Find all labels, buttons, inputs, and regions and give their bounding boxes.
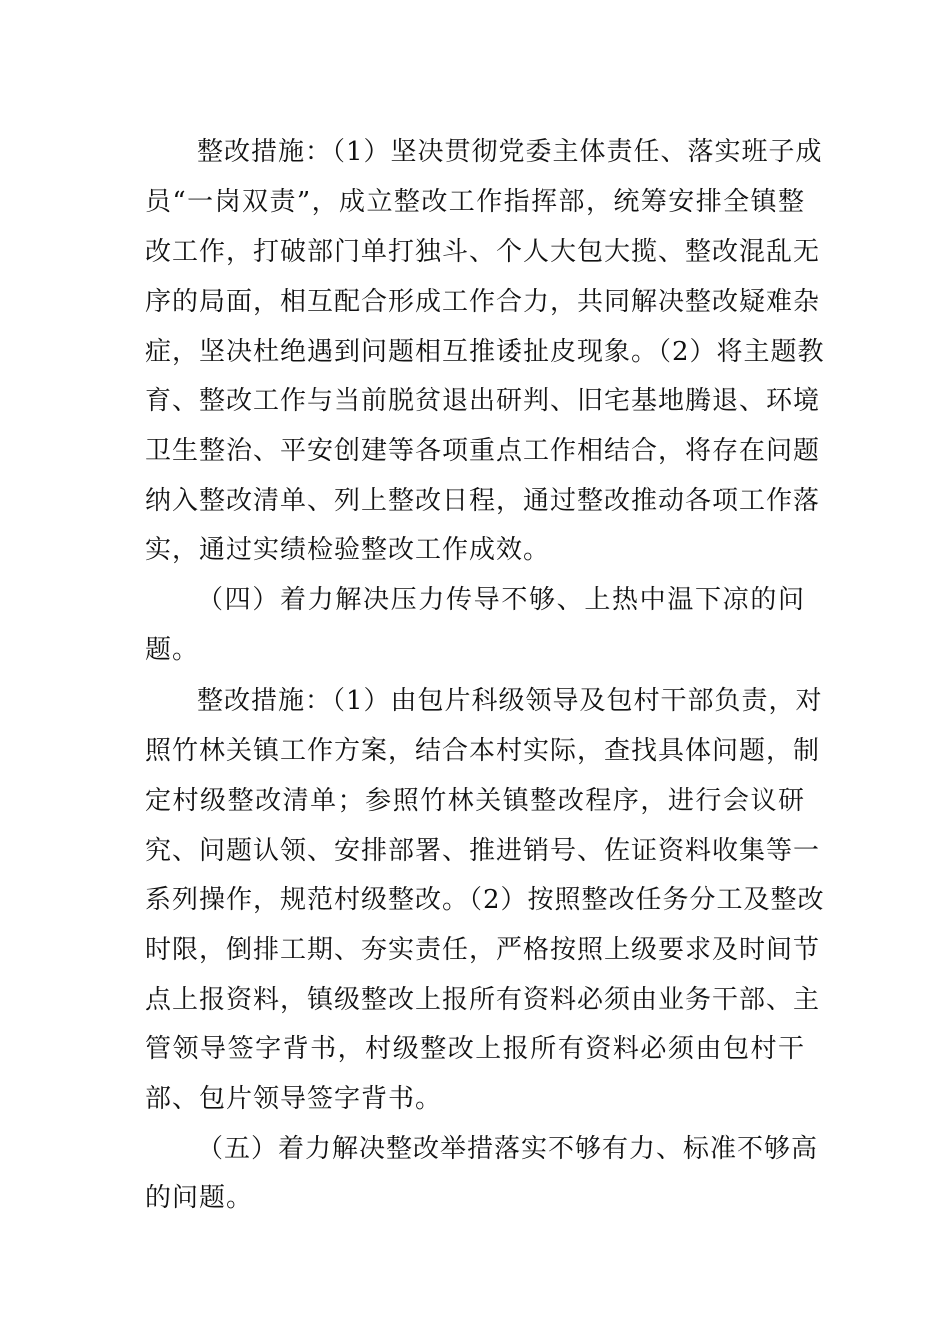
section-heading: （四）着力解决压力传导不够、上热中温下凉的问 xyxy=(197,585,805,615)
section-heading-continued: 的问题。 xyxy=(145,1183,254,1213)
text-line: 时限，倒排工期、夯实责任，严格按照上级要求及时间节 xyxy=(145,935,821,965)
text-line: 究、问题认领、安排部署、推进销号、佐证资料收集等一 xyxy=(145,836,821,866)
text-line: 改工作，打破部门单打独斗、个人大包大揽、整改混乱无 xyxy=(145,237,821,267)
text-line: 育、整改工作与当前脱贫退出研判、旧宅基地腾退、环境 xyxy=(145,386,821,416)
text-line: 纳入整改清单、列上整改日程，通过整改推动各项工作落 xyxy=(145,486,821,516)
text-line: 照竹林关镇工作方案，结合本村实际，查找具体问题，制 xyxy=(145,736,821,766)
text-line: 序的局面，相互配合形成工作合力，共同解决整改疑难杂 xyxy=(145,287,821,317)
text-line: 卫生整治、平安创建等各项重点工作相结合，将存在问题 xyxy=(145,436,821,466)
text-line: 定村级整改清单；参照竹林关镇整改程序，进行会议研 xyxy=(145,786,805,816)
text-line: 症，坚决杜绝遇到问题相互推诿扯皮现象。（2）将主题教 xyxy=(145,337,825,367)
text-line: 管领导签字背书，村级整改上报所有资料必须由包村干 xyxy=(145,1034,805,1064)
text-line: 员“一岗双责”，成立整改工作指挥部，统筹安排全镇整 xyxy=(145,187,805,217)
text-line: 点上报资料，镇级整改上报所有资料必须由业务干部、主 xyxy=(145,985,821,1015)
text-line: 实，通过实绩检验整改工作成效。 xyxy=(145,535,551,565)
text-line: 整改措施：（1）坚决贯彻党委主体责任、落实班子成 xyxy=(197,137,823,167)
section-heading: （五）着力解决整改举措落实不够有力、标准不够高 xyxy=(197,1134,819,1164)
section-heading-continued: 题。 xyxy=(145,635,200,665)
text-line: 整改措施：（1）由包片科级领导及包村干部负责，对 xyxy=(197,686,823,716)
text-line: 系列操作，规范村级整改。（2）按照整改任务分工及整改 xyxy=(145,885,825,915)
text-line: 部、包片领导签字背书。 xyxy=(145,1084,443,1114)
